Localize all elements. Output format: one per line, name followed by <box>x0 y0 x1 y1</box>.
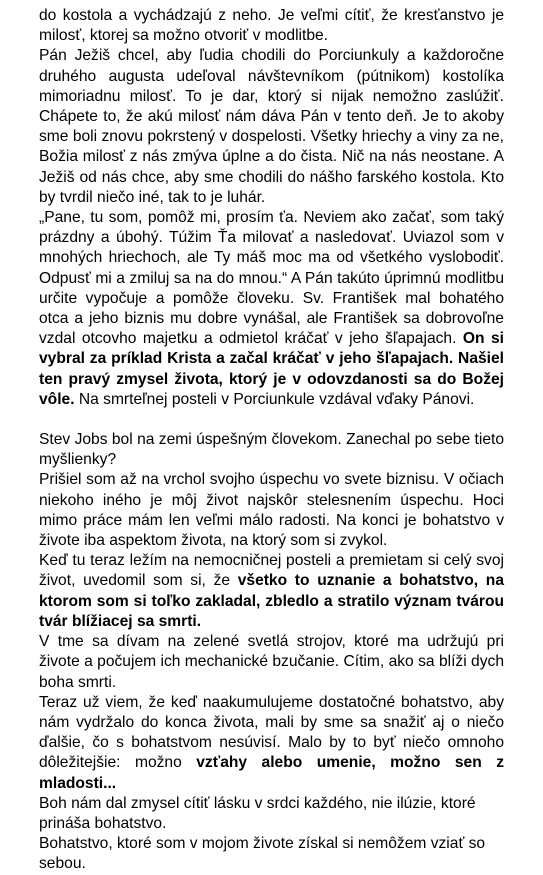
text-run: „Pane, tu som, pomôž mi, prosím ťa. Neviem ako začať, som taký prázdny a úbohý. Túžim Ťa milovať a nasledovať. Uviazol som v mnohých hriechoch, ale Ty máš moc ma od všetkého vyslobodiť. Odpusť mi a zmiluj sa na do mnou.“ A Pán takúto úprimnú modlitbu určite vypočuje a pomôže človeku. Sv. František mal bohatého otca a jeho biznis mu dobre vynášal, ale František sa dobrovoľne vzdal otcovho majetku a odmietol kráčať v jeho šľapajach. <box>39 209 504 348</box>
text-run: do kostola a vychádzajú z neho. Je veľmi cítiť, že kresťanstvo je milosť, ktorej sa možno otvoriť v modlitbe. <box>39 7 504 45</box>
paragraph <box>39 551 504 632</box>
text-run: Stev Jobs bol na zemi úspešným človekom. Zanechal po sebe tieto myšlienky? <box>39 431 504 469</box>
paragraph <box>39 834 504 874</box>
paragraph <box>39 430 504 470</box>
bold-text: vzťahy alebo umenie, možno sen z mladosti... <box>39 754 505 792</box>
text-run: Keď tu teraz ležím na nemocničnej posteli a premietam si celý svoj život, uvedomil som si, že <box>39 552 504 590</box>
paragraph <box>39 693 504 794</box>
paragraph <box>39 794 504 834</box>
paragraph <box>39 6 504 46</box>
text-run: Boh nám dal zmysel cítiť lásku v srdci každého, nie ilúzie, ktoré prináša bohatstvo. <box>39 794 476 832</box>
paragraph <box>39 470 504 551</box>
text-run: V tme sa dívam na zelené svetlá strojov, ktoré ma udržujú pri živote a počujem ich mechanické bzučanie. Cítim, ako sa blíži dych boha smrti. <box>39 633 504 691</box>
paragraph <box>39 46 504 208</box>
paragraph-gap <box>39 410 504 430</box>
text-run: Prišiel som až na vrchol svojho úspechu vo svete biznisu. V očiach niekoho iného je môj život najskôr stelesnením úspechu. Hoci mimo práce mám len veľmi málo radosti. Na konci je bohatstvo v živote iba aspektom života, na ktorý som si zvykol. <box>39 471 504 550</box>
bold-text: On si vybral za príklad Krista a začal kráčať v jeho šľapajach. Našiel ten pravý zmysel života, ktorý je v odovzdanosti sa do Božej vôle. <box>39 330 504 408</box>
text-run: Na smrteľnej posteli v Porciunkule vzdával vďaky Pánovi. <box>74 390 475 408</box>
text-run: Teraz už viem, že keď naakumulujeme dostatočné bohatstvo, aby nám vydržalo do konca života, mali by sme sa snažiť aj o niečo ďalšie, čo s bohatstvom nesúvisí. Malo by to byť niečo omnoho dôležitejšie: možno <box>39 693 504 772</box>
text-run: Bohatstvo, ktoré som v mojom živote získal si nemôžem vziať so sebou. <box>39 835 486 873</box>
bold-text: všetko to uznanie a bohatstvo, na ktorom som si toľko zakladal, zbledlo a stratilo význam tvárou tvár blížiacej sa smrti. <box>39 572 504 630</box>
paragraph <box>39 632 504 693</box>
paragraph <box>39 208 504 410</box>
document-body <box>39 6 504 875</box>
text-run: Pán Ježiš chcel, aby ľudia chodili do Porciunkuly a každoročne druhého augusta udeľoval návštevníkom (pútnikom) kostolíka mimoriadnu milosť. To je dar, ktorý si nijak nemožno zaslúžiť. Chápete to, že akú milosť nám dáva Pán v tento deň. Je to akoby sme boli znovu pokrstený v dospelosti. Všetky hriechy a viny za ne, Božia milosť z nás zmýva úplne a do čista. Nič na nás neostane. A Ježiš od nás chce, aby sme chodili do nášho farského kostola. Kto by tvrdil niečo iné, tak to je luhár. <box>39 47 504 206</box>
